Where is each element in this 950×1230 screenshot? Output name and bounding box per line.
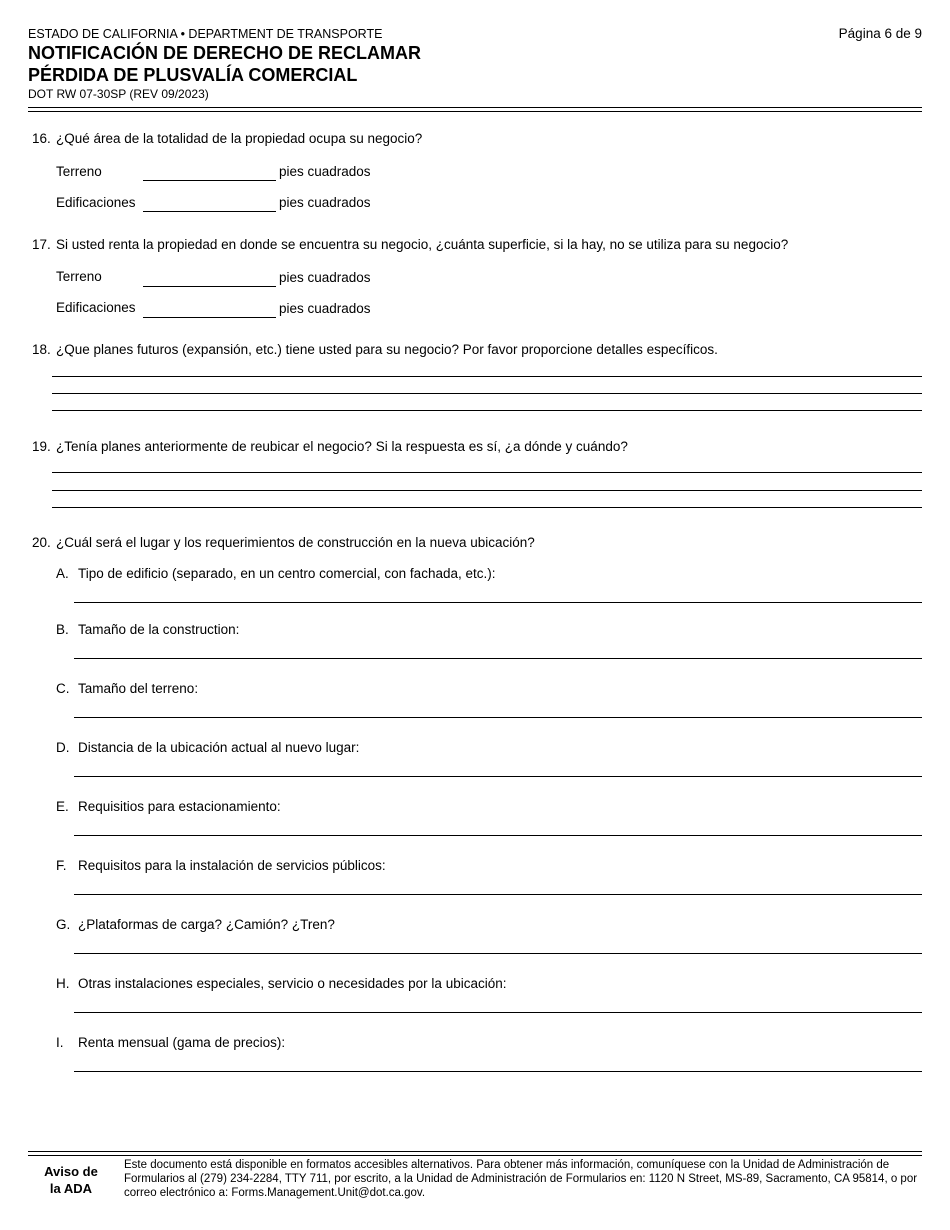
page-number: Página 6 de 9 — [838, 26, 922, 41]
question-18-number: 18. — [32, 342, 51, 357]
q18-answer-line-2[interactable] — [52, 393, 922, 394]
q20-item-h-letter: H. — [56, 976, 70, 991]
q20-item-i-letter: I. — [56, 1035, 64, 1050]
q20-item-f — [56, 858, 386, 873]
q20-item-d-answer-line[interactable] — [74, 776, 922, 777]
q20-item-e — [56, 799, 281, 814]
q20-item-e-text: Requisitios para estacionamiento: — [78, 799, 281, 814]
q20-item-h-text: Otras instalaciones especiales, servicio o necesidades por la ubicación: — [78, 976, 507, 991]
q19-answer-line-1[interactable] — [52, 472, 922, 473]
q20-item-d-letter: D. — [56, 740, 70, 755]
q17-land-input[interactable] — [143, 267, 276, 287]
question-17-number: 17. — [32, 237, 51, 252]
q20-item-e-letter: E. — [56, 799, 69, 814]
q20-item-b-text: Tamaño de la construction: — [78, 622, 240, 637]
q20-item-g — [56, 917, 335, 932]
question-20-text: ¿Cuál será el lugar y los requerimientos de construcción en la nueva ubicación? — [56, 535, 535, 550]
question-16-number: 16. — [32, 131, 51, 146]
header-divider-top — [28, 107, 922, 108]
ada-notice-heading-line1: Aviso de — [44, 1164, 98, 1179]
q19-answer-line-3[interactable] — [52, 507, 922, 508]
q16-buildings-input[interactable] — [143, 192, 276, 212]
ada-notice-text: Este documento está disponible en formatos accesibles alternativos. Para obtener más información, comuníquese con la Unidad de Administración de Formularios al (279) 234-2284, TTY 711, por escrito, a la Unidad de Administración de Formularios en: 1120 N Street, MS-89, Sacramento, CA 95814, o por correo electrónico a: Forms.Management.Unit@dot.ca.gov. — [124, 1159, 918, 1199]
q20-item-d-text: Distancia de la ubicación actual al nuevo lugar: — [78, 740, 360, 755]
q17-buildings-label: Edificaciones — [56, 300, 136, 315]
q20-item-h-answer-line[interactable] — [74, 1012, 922, 1013]
form-title-line1: NOTIFICACIÓN DE DERECHO DE RECLAMAR — [28, 43, 422, 63]
q20-item-h — [56, 976, 506, 991]
q20-item-c-text: Tamaño del terreno: — [78, 681, 199, 696]
q18-answer-line-3[interactable] — [52, 410, 922, 411]
q17-land-label: Terreno — [56, 269, 102, 284]
q20-item-b-answer-line[interactable] — [74, 658, 922, 659]
q20-item-f-letter: F. — [56, 858, 67, 873]
footer-divider-bottom — [28, 1155, 922, 1156]
question-18 — [32, 342, 718, 357]
q20-item-b-letter: B. — [56, 622, 69, 637]
question-18-text: ¿Que planes futuros (expansión, etc.) tiene usted para su negocio? Por favor proporcione detalles específicos. — [56, 342, 718, 357]
question-20 — [32, 535, 535, 550]
q18-answer-line-1[interactable] — [52, 376, 922, 377]
footer-divider-top — [28, 1151, 922, 1152]
form-number: DOT RW 07-30SP (REV 09/2023) — [28, 87, 209, 101]
q20-item-f-answer-line[interactable] — [74, 894, 922, 895]
agency-name: ESTADO DE CALIFORNIA • DEPARTMENT DE TRANSPORTE — [28, 27, 383, 41]
q16-land-unit: pies cuadrados — [279, 164, 371, 179]
ada-notice-heading-line2: la ADA — [49, 1181, 93, 1196]
q20-item-b — [56, 622, 239, 637]
question-19 — [32, 439, 628, 454]
question-17-text: Si usted renta la propiedad en donde se encuentra su negocio, ¿cuánta superficie, si la hay, no se utiliza para su negocio? — [56, 237, 789, 252]
q20-item-c-letter: C. — [56, 681, 70, 696]
q20-item-g-letter: G. — [56, 917, 71, 932]
header-divider-bottom — [28, 111, 922, 112]
q16-buildings-label: Edificaciones — [56, 195, 136, 210]
question-20-number: 20. — [32, 535, 51, 550]
q16-land-label: Terreno — [56, 164, 102, 179]
q19-answer-line-2[interactable] — [52, 490, 922, 491]
question-16 — [32, 131, 422, 146]
form-title-line2: PÉRDIDA DE PLUSVALÍA COMERCIAL — [28, 65, 358, 85]
q20-item-a-letter: A. — [56, 566, 69, 581]
q20-item-c-answer-line[interactable] — [74, 717, 922, 718]
question-16-text: ¿Qué área de la totalidad de la propiedad ocupa su negocio? — [56, 131, 423, 146]
q20-item-i — [56, 1035, 285, 1050]
question-19-number: 19. — [32, 439, 51, 454]
q20-item-a-text: Tipo de edificio (separado, en un centro comercial, con fachada, etc.): — [78, 566, 496, 581]
q16-buildings-unit: pies cuadrados — [279, 195, 371, 210]
q20-item-e-answer-line[interactable] — [74, 835, 922, 836]
q20-item-c — [56, 681, 198, 696]
q20-item-a — [56, 566, 495, 581]
q20-item-i-text: Renta mensual (gama de precios): — [78, 1035, 286, 1050]
q17-land-unit: pies cuadrados — [279, 270, 371, 285]
question-19-text: ¿Tenía planes anteriormente de reubicar el negocio? Si la respuesta es sí, ¿a dónde y cuándo? — [56, 439, 628, 454]
form-title — [28, 42, 728, 86]
q16-land-input[interactable] — [143, 161, 276, 181]
q17-buildings-input[interactable] — [143, 298, 276, 318]
q20-item-a-answer-line[interactable] — [74, 602, 922, 603]
q20-item-f-text: Requisitos para la instalación de servicios públicos: — [78, 858, 386, 873]
q20-item-d — [56, 740, 359, 755]
ada-notice-heading — [28, 1163, 114, 1197]
q20-item-g-answer-line[interactable] — [74, 953, 922, 954]
q20-item-g-text: ¿Plataformas de carga? ¿Camión? ¿Tren? — [78, 917, 335, 932]
question-17 — [32, 237, 788, 252]
q17-buildings-unit: pies cuadrados — [279, 301, 371, 316]
q20-item-i-answer-line[interactable] — [74, 1071, 922, 1072]
